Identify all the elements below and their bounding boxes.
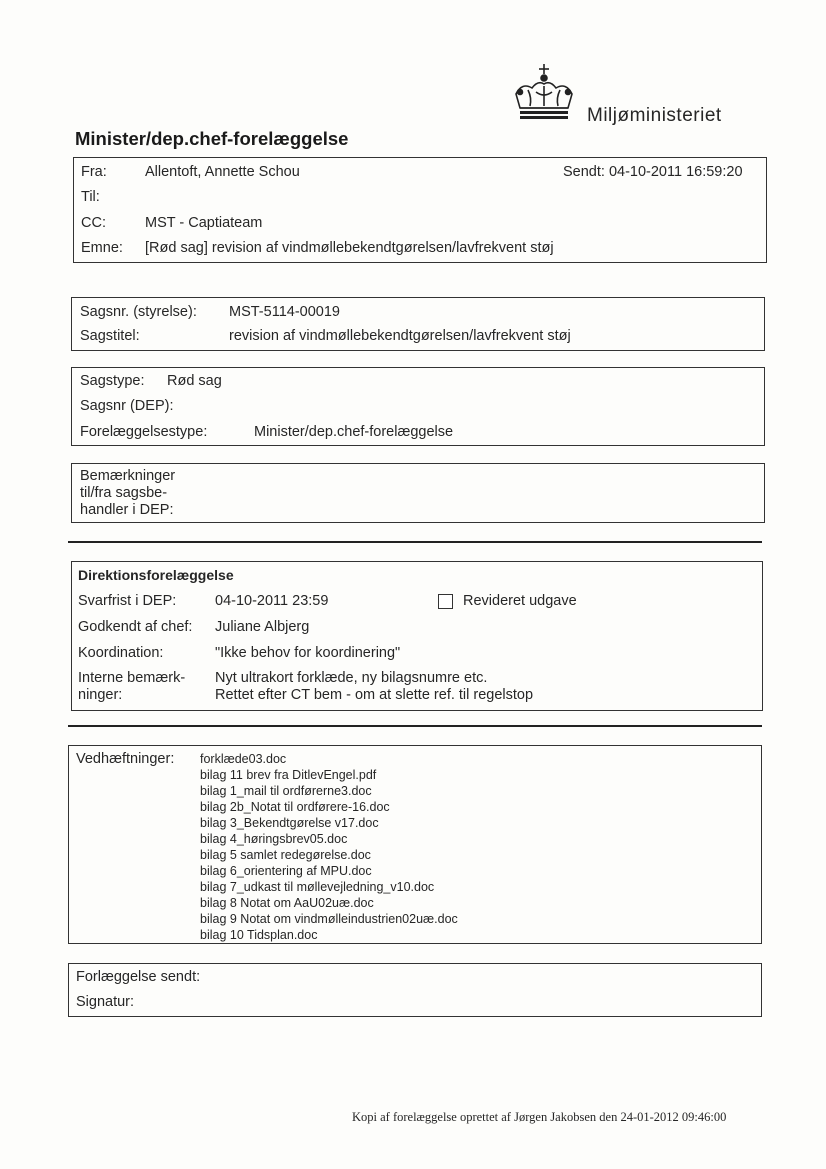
- dep-case-nr-label: Sagsnr (DEP):: [80, 398, 174, 414]
- section-divider: [68, 725, 762, 727]
- ministry-name: Miljøministeriet: [587, 105, 722, 126]
- presentation-type-label: Forelæggelsestype:: [80, 424, 208, 440]
- attachment-item[interactable]: bilag 8 Notat om AaU02uæ.doc: [200, 896, 374, 910]
- cc-value: MST - Captiateam: [145, 215, 263, 231]
- attachment-item[interactable]: bilag 11 brev fra DitlevEngel.pdf: [200, 768, 377, 782]
- from-label: Fra:: [81, 164, 107, 180]
- sent-timestamp: Sendt: 04-10-2011 16:59:20: [563, 164, 743, 180]
- revised-label: Revideret udgave: [463, 593, 577, 609]
- attachment-item[interactable]: bilag 2b_Notat til ordførere-16.doc: [200, 800, 390, 814]
- approved-label: Godkendt af chef:: [78, 619, 193, 635]
- subject-value: [Rød sag] revision af vindmøllebekendtgørelsen/lavfrekvent støj: [145, 240, 554, 256]
- attachment-item[interactable]: forklæde03.doc: [200, 752, 287, 766]
- attachment-item[interactable]: bilag 6_orientering af MPU.doc: [200, 864, 372, 878]
- section-divider: [68, 541, 762, 543]
- internal-remarks-line-1: Nyt ultrakort forklæde, ny bilagsnumre etc.: [215, 670, 488, 686]
- revised-checkbox[interactable]: [438, 594, 453, 609]
- cc-label: CC:: [81, 215, 106, 231]
- case-title-label: Sagstitel:: [80, 328, 140, 344]
- attachment-item[interactable]: bilag 10 Tidsplan.doc: [200, 928, 318, 942]
- remarks-label-2: til/fra sagsbe-: [80, 485, 168, 501]
- approved-value: Juliane Albjerg: [215, 619, 310, 635]
- crown-logo: [508, 62, 580, 124]
- attachment-item[interactable]: bilag 3_Bekendtgørelse v17.doc: [200, 816, 379, 830]
- signature-label: Signatur:: [76, 994, 135, 1010]
- remarks-label-1: Bemærkninger: [80, 468, 176, 484]
- page-title: Minister/dep.chef-forelæggelse: [75, 128, 349, 149]
- sent-label: Forlæggelse sendt:: [76, 969, 201, 985]
- remarks-box: [71, 463, 765, 523]
- attachment-item[interactable]: bilag 5 samlet redegørelse.doc: [200, 848, 371, 862]
- attachment-item[interactable]: bilag 1_mail til ordførerne3.doc: [200, 784, 372, 798]
- remarks-label-3: handler i DEP:: [80, 502, 174, 518]
- to-label: Til:: [81, 189, 100, 205]
- attachments-label: Vedhæftninger:: [76, 751, 175, 767]
- internal-remarks-label-2: ninger:: [78, 687, 123, 703]
- attachment-item[interactable]: bilag 9 Notat om vindmølleindustrien02uæ.doc: [200, 912, 458, 926]
- deadline-value: 04-10-2011 23:59: [215, 593, 329, 609]
- direction-heading: Direktionsforelæggelse: [78, 567, 234, 583]
- coordination-label: Koordination:: [78, 645, 164, 661]
- attachments-list: [200, 752, 458, 944]
- case-type-label: Sagstype:: [80, 373, 145, 389]
- copy-note: Kopi af forelæggelse oprettet af Jørgen Jakobsen den 24-01-2012 09:46:00: [352, 1110, 727, 1124]
- coordination-value: "Ikke behov for koordinering": [215, 645, 401, 661]
- case-title-value: revision af vindmøllebekendtgørelsen/lavfrekvent støj: [229, 328, 571, 344]
- internal-remarks-label-1: Interne bemærk-: [78, 670, 186, 686]
- deadline-label: Svarfrist i DEP:: [78, 593, 177, 609]
- subject-label: Emne:: [81, 240, 123, 256]
- internal-remarks-line-2: Rettet efter CT bem - om at slette ref. til regelstop: [215, 687, 534, 703]
- attachment-item[interactable]: bilag 4_høringsbrev05.doc: [200, 832, 348, 846]
- case-nr-value: MST-5114-00019: [229, 304, 340, 320]
- from-value: Allentoft, Annette Schou: [145, 164, 300, 180]
- case-type-value: Rød sag: [167, 373, 222, 389]
- attachment-item[interactable]: bilag 7_udkast til møllevejledning_v10.doc: [200, 880, 435, 894]
- case-nr-label: Sagsnr. (styrelse):: [80, 304, 197, 320]
- presentation-type-value: Minister/dep.chef-forelæggelse: [254, 424, 454, 440]
